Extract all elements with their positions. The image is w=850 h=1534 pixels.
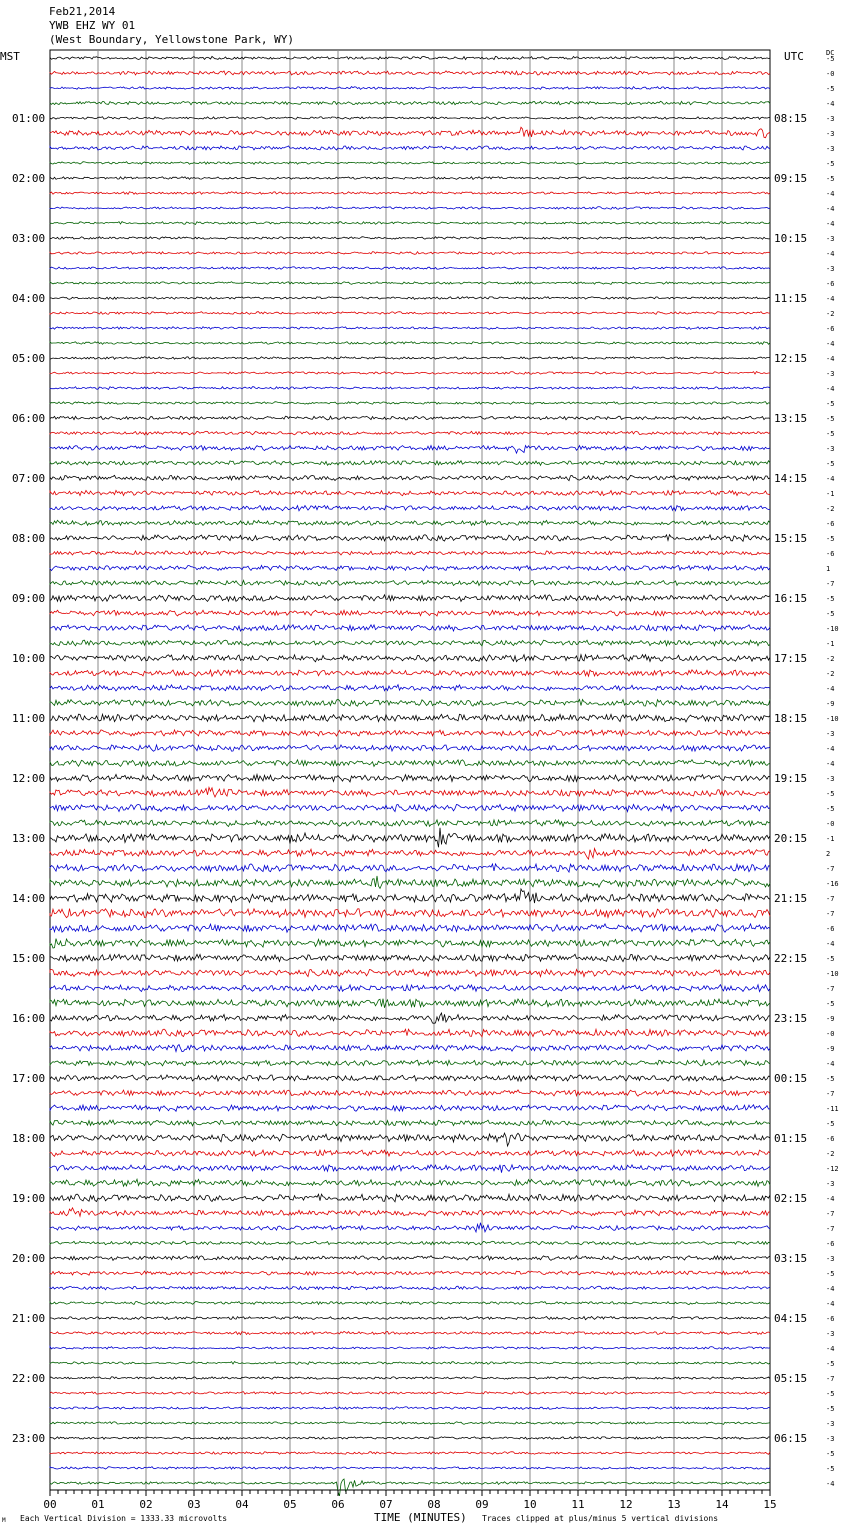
dc-offset-label: -3 (826, 775, 835, 783)
dc-offset-label: -0 (826, 1030, 835, 1038)
dc-offset-label: -2 (826, 1150, 835, 1158)
dc-offset-label: -3 (826, 370, 835, 378)
x-tick-label: 13 (667, 1498, 681, 1511)
mst-hour-label: 21:00 (12, 1312, 46, 1325)
trace-line (50, 252, 770, 255)
trace-line (50, 1256, 770, 1261)
dc-offset-label: -5 (826, 415, 835, 423)
dc-offset-label: -5 (826, 175, 835, 183)
trace-line (50, 820, 770, 827)
dc-offset-label: -5 (826, 430, 835, 438)
x-tick-label: 02 (139, 1498, 153, 1511)
dc-offset-label: -6 (826, 1240, 835, 1248)
trace-line (50, 267, 770, 270)
utc-hour-label: 15:15 (774, 532, 808, 545)
trace-line (50, 431, 770, 435)
dc-offset-label: -9 (826, 1015, 835, 1023)
right-timezone-label: UTC (784, 50, 804, 63)
utc-hour-label: 05:15 (774, 1372, 808, 1385)
x-tick-label: 01 (91, 1498, 105, 1511)
trace-line (50, 1090, 770, 1096)
utc-hour-label: 19:15 (774, 772, 808, 785)
dc-offset-label: 1 (826, 565, 831, 573)
trace-line (50, 595, 770, 602)
utc-hour-label: 11:15 (774, 292, 808, 305)
trace-line (50, 565, 770, 570)
trace-line (50, 1179, 770, 1186)
dc-offset-label: -0 (826, 820, 835, 828)
mst-hour-label: 19:00 (12, 1192, 46, 1205)
trace-line (50, 416, 770, 420)
mst-hour-label: 12:00 (12, 772, 46, 785)
trace-line (50, 327, 770, 330)
dc-offset-label: -5 (826, 1465, 835, 1473)
trace-line (50, 1467, 770, 1470)
dc-offset-label: -2 (826, 670, 835, 678)
dc-offset-label: -7 (826, 1210, 835, 1218)
trace-line (50, 127, 770, 138)
x-tick-label: 05 (283, 1498, 297, 1511)
trace-line (50, 1075, 770, 1081)
utc-hour-label: 22:15 (774, 952, 808, 965)
trace-line (50, 237, 770, 240)
trace-line (50, 714, 770, 722)
trace-line (50, 357, 770, 360)
trace-line (50, 1150, 770, 1156)
trace-line (50, 580, 770, 585)
mst-hour-label: 15:00 (12, 952, 46, 965)
trace-line (50, 730, 770, 736)
x-tick-label: 06 (331, 1498, 345, 1511)
dc-offset-label: -7 (826, 895, 835, 903)
mst-hour-label: 09:00 (12, 592, 46, 605)
trace-line (50, 87, 770, 90)
x-tick-label: 03 (187, 1498, 201, 1511)
trace-line (50, 177, 770, 180)
plot-frame (50, 50, 770, 1490)
utc-hour-label: 08:15 (774, 112, 808, 125)
dc-offset-label: -7 (826, 1225, 835, 1233)
trace-line (50, 1422, 770, 1425)
mst-hour-label: 02:00 (12, 172, 46, 185)
dc-offset-label: -4 (826, 355, 835, 363)
mst-hour-label: 05:00 (12, 352, 46, 365)
mst-hour-label: 10:00 (12, 652, 46, 665)
trace-line (50, 745, 770, 751)
dc-offset-label: -6 (826, 550, 835, 558)
dc-offset-label: -5 (826, 610, 835, 618)
trace-line (50, 1301, 770, 1304)
trace-line (50, 312, 770, 315)
trace-line (50, 1407, 770, 1410)
trace-line (50, 787, 770, 797)
trace-line (50, 1013, 770, 1023)
trace-line (50, 1060, 770, 1066)
trace-line (50, 297, 770, 300)
utc-hour-label: 18:15 (774, 712, 808, 725)
trace-line (50, 1165, 770, 1173)
utc-hour-label: 21:15 (774, 892, 808, 905)
dc-offset-label: -6 (826, 1135, 835, 1143)
dc-offset-label: -5 (826, 1390, 835, 1398)
mst-hour-label: 16:00 (12, 1012, 46, 1025)
dc-offset-label: -5 (826, 1000, 835, 1008)
x-tick-label: 09 (475, 1498, 489, 1511)
trace-line (50, 849, 770, 860)
dc-offset-label: -5 (826, 55, 835, 63)
dc-offset-label: -7 (826, 910, 835, 918)
dc-offset-label: -2 (826, 310, 835, 318)
mst-hour-label: 11:00 (12, 712, 46, 725)
station-code: YWB EHZ WY 01 (49, 19, 136, 32)
dc-offset-header: DC (826, 49, 835, 57)
trace-line (50, 954, 770, 961)
trace-line (50, 685, 770, 691)
dc-offset-label: -4 (826, 385, 835, 393)
trace-line (50, 640, 770, 646)
trace-line (50, 909, 770, 918)
trace-line (50, 969, 770, 976)
dc-offset-label: -2 (826, 655, 835, 663)
dc-offset-label: -3 (826, 445, 835, 453)
utc-hour-label: 23:15 (774, 1012, 808, 1025)
utc-hour-label: 17:15 (774, 652, 808, 665)
dc-offset-label: -6 (826, 1315, 835, 1323)
trace-line (50, 924, 770, 932)
dc-offset-label: -4 (826, 1345, 835, 1353)
dc-offset-label: -4 (826, 340, 835, 348)
trace-line (50, 1208, 770, 1216)
dc-offset-label: -10 (826, 715, 839, 723)
dc-offset-label: -9 (826, 700, 835, 708)
dc-offset-label: -5 (826, 955, 835, 963)
trace-line (50, 985, 770, 992)
dc-offset-label: -4 (826, 205, 835, 213)
dc-offset-label: -10 (826, 625, 839, 633)
dc-offset-label: -3 (826, 1330, 835, 1338)
dc-offset-label: -4 (826, 745, 835, 753)
dc-offset-label: -3 (826, 145, 835, 153)
dc-offset-label: -3 (826, 1420, 835, 1428)
dc-offset-label: -6 (826, 925, 835, 933)
dc-offset-label: -4 (826, 1480, 835, 1488)
dc-offset-label: -16 (826, 880, 839, 888)
station-location: (West Boundary, Yellowstone Park, WY) (49, 33, 295, 46)
trace-line (50, 760, 770, 767)
trace-line (50, 520, 770, 525)
dc-offset-label: -6 (826, 520, 835, 528)
dc-offset-label: -4 (826, 250, 835, 258)
dc-offset-label: -4 (826, 295, 835, 303)
utc-hour-label: 13:15 (774, 412, 808, 425)
dc-offset-label: -3 (826, 1180, 835, 1188)
mst-hour-label: 22:00 (12, 1372, 46, 1385)
clip-note: Traces clipped at plus/minus 5 vertical divisions (482, 1514, 719, 1523)
dc-offset-label: -4 (826, 1195, 835, 1203)
mst-hour-label: 08:00 (12, 532, 46, 545)
trace-line (50, 828, 770, 848)
mst-hour-label: 01:00 (12, 112, 46, 125)
dc-offset-label: -4 (826, 220, 835, 228)
dc-offset-label: -7 (826, 1090, 835, 1098)
utc-hour-label: 12:15 (774, 352, 808, 365)
trace-line (50, 146, 770, 150)
dc-offset-label: -4 (826, 475, 835, 483)
trace-line (50, 1194, 770, 1202)
trace-line (50, 1347, 770, 1350)
dc-offset-label: -0 (826, 70, 835, 78)
dc-offset-label: -9 (826, 1045, 835, 1053)
trace-line (50, 670, 770, 677)
utc-hour-label: 01:15 (774, 1132, 808, 1145)
mst-hour-label: 03:00 (12, 232, 46, 245)
trace-line (50, 192, 770, 195)
trace-line (50, 387, 770, 390)
trace-line (50, 889, 770, 903)
trace-line (50, 1133, 770, 1146)
dc-offset-label: -5 (826, 535, 835, 543)
trace-line (50, 1452, 770, 1455)
x-tick-label: 10 (523, 1498, 537, 1511)
dc-offset-label: -5 (826, 805, 835, 813)
trace-line (50, 625, 770, 631)
utc-hour-label: 16:15 (774, 592, 808, 605)
trace-line (50, 162, 770, 165)
trace-line (50, 1045, 770, 1052)
dc-offset-label: -5 (826, 400, 835, 408)
x-tick-label: 14 (715, 1498, 729, 1511)
dc-offset-label: -3 (826, 1435, 835, 1443)
dc-offset-label: -5 (826, 1360, 835, 1368)
utc-hour-label: 03:15 (774, 1252, 808, 1265)
mst-hour-label: 04:00 (12, 292, 46, 305)
dc-offset-label: -3 (826, 265, 835, 273)
dc-offset-label: -3 (826, 235, 835, 243)
trace-line (50, 655, 770, 662)
dc-offset-label: -5 (826, 160, 835, 168)
x-tick-label: 12 (619, 1498, 633, 1511)
dc-offset-label: 2 (826, 850, 831, 858)
utc-hour-label: 14:15 (774, 472, 808, 485)
dc-offset-label: -3 (826, 130, 835, 138)
trace-line (50, 1120, 770, 1126)
trace-line (50, 999, 770, 1008)
x-tick-label: 11 (571, 1498, 585, 1511)
dc-offset-label: -1 (826, 490, 835, 498)
trace-line (50, 774, 770, 782)
dc-offset-label: -3 (826, 115, 835, 123)
dc-offset-label: -10 (826, 970, 839, 978)
dc-offset-label: -5 (826, 1075, 835, 1083)
utc-hour-label: 10:15 (774, 232, 808, 245)
x-axis-label: TIME (MINUTES) (374, 1511, 467, 1524)
trace-line (50, 506, 770, 511)
x-tick-label: 07 (379, 1498, 393, 1511)
mst-hour-label: 14:00 (12, 892, 46, 905)
mst-hour-label: 07:00 (12, 472, 46, 485)
dc-offset-label: -4 (826, 685, 835, 693)
trace-line (50, 402, 770, 405)
dc-offset-label: -5 (826, 1450, 835, 1458)
trace-line (50, 342, 770, 345)
dc-offset-label: -7 (826, 865, 835, 873)
dc-offset-label: -5 (826, 1405, 835, 1413)
trace-line (50, 1437, 770, 1440)
mst-hour-label: 13:00 (12, 832, 46, 845)
trace-line (50, 461, 770, 466)
trace-line (50, 939, 770, 948)
trace-line (50, 1241, 770, 1245)
mst-hour-label: 23:00 (12, 1432, 46, 1445)
trace-line (50, 1029, 770, 1037)
trace-line (50, 445, 770, 453)
trace-line (50, 1331, 770, 1334)
x-tick-label: 00 (43, 1498, 57, 1511)
recording-date: Feb21,2014 (49, 5, 116, 18)
trace-line (50, 1377, 770, 1380)
utc-hour-label: 20:15 (774, 832, 808, 845)
dc-offset-label: -6 (826, 325, 835, 333)
dc-offset-label: -5 (826, 85, 835, 93)
dc-offset-label: -7 (826, 580, 835, 588)
utc-hour-label: 06:15 (774, 1432, 808, 1445)
dc-offset-label: -3 (826, 730, 835, 738)
trace-line (50, 699, 770, 706)
trace-line (50, 56, 770, 59)
x-tick-label: 15 (763, 1498, 777, 1511)
dc-offset-label: -4 (826, 190, 835, 198)
trace-line (50, 551, 770, 555)
trace-line (50, 1271, 770, 1275)
dc-offset-label: -4 (826, 1060, 835, 1068)
trace-line (50, 490, 770, 495)
dc-offset-label: -3 (826, 1255, 835, 1263)
dc-offset-label: -5 (826, 1120, 835, 1128)
x-tick-label: 04 (235, 1498, 249, 1511)
dc-offset-label: -6 (826, 280, 835, 288)
dc-offset-label: -1 (826, 640, 835, 648)
dc-offset-label: -4 (826, 1300, 835, 1308)
trace-line (50, 71, 770, 75)
dc-offset-label: -1 (826, 835, 835, 843)
dc-offset-label: -5 (826, 790, 835, 798)
trace-line (50, 610, 770, 616)
utc-hour-label: 02:15 (774, 1192, 808, 1205)
dc-offset-label: -7 (826, 985, 835, 993)
trace-line (50, 282, 770, 285)
dc-offset-label: -11 (826, 1105, 839, 1113)
trace-line (50, 804, 770, 811)
dc-offset-label: -5 (826, 460, 835, 468)
trace-line (50, 1362, 770, 1365)
trace-line (50, 1286, 770, 1290)
utc-hour-label: 00:15 (774, 1072, 808, 1085)
mst-hour-label: 06:00 (12, 412, 46, 425)
mst-hour-label: 20:00 (12, 1252, 46, 1265)
utc-hour-label: 04:15 (774, 1312, 808, 1325)
dc-offset-label: -5 (826, 1270, 835, 1278)
dc-offset-label: -4 (826, 760, 835, 768)
trace-line (50, 1223, 770, 1232)
dc-offset-label: -12 (826, 1165, 839, 1173)
trace-line (50, 207, 770, 210)
mst-hour-label: 17:00 (12, 1072, 46, 1085)
trace-line (50, 475, 770, 480)
left-timezone-label: MST (0, 50, 20, 63)
corner-mark: M (2, 1517, 6, 1524)
trace-line (50, 1105, 770, 1112)
trace-line (50, 1317, 770, 1320)
dc-offset-label: -4 (826, 940, 835, 948)
trace-line (50, 876, 770, 889)
trace-line (50, 1392, 770, 1395)
x-tick-label: 08 (427, 1498, 441, 1511)
utc-hour-label: 09:15 (774, 172, 808, 185)
dc-offset-label: -7 (826, 1375, 835, 1383)
trace-line (50, 864, 770, 872)
dc-offset-label: -4 (826, 100, 835, 108)
dc-offset-label: -2 (826, 505, 835, 513)
trace-line (50, 101, 770, 105)
trace-line (50, 372, 770, 375)
dc-offset-label: -4 (826, 1285, 835, 1293)
dc-offset-label: -5 (826, 595, 835, 603)
scale-note: Each Vertical Division = 1333.33 microvolts (20, 1514, 228, 1523)
mst-hour-label: 18:00 (12, 1132, 46, 1145)
trace-line (50, 535, 770, 542)
trace-line (50, 117, 770, 120)
trace-line (50, 222, 770, 225)
